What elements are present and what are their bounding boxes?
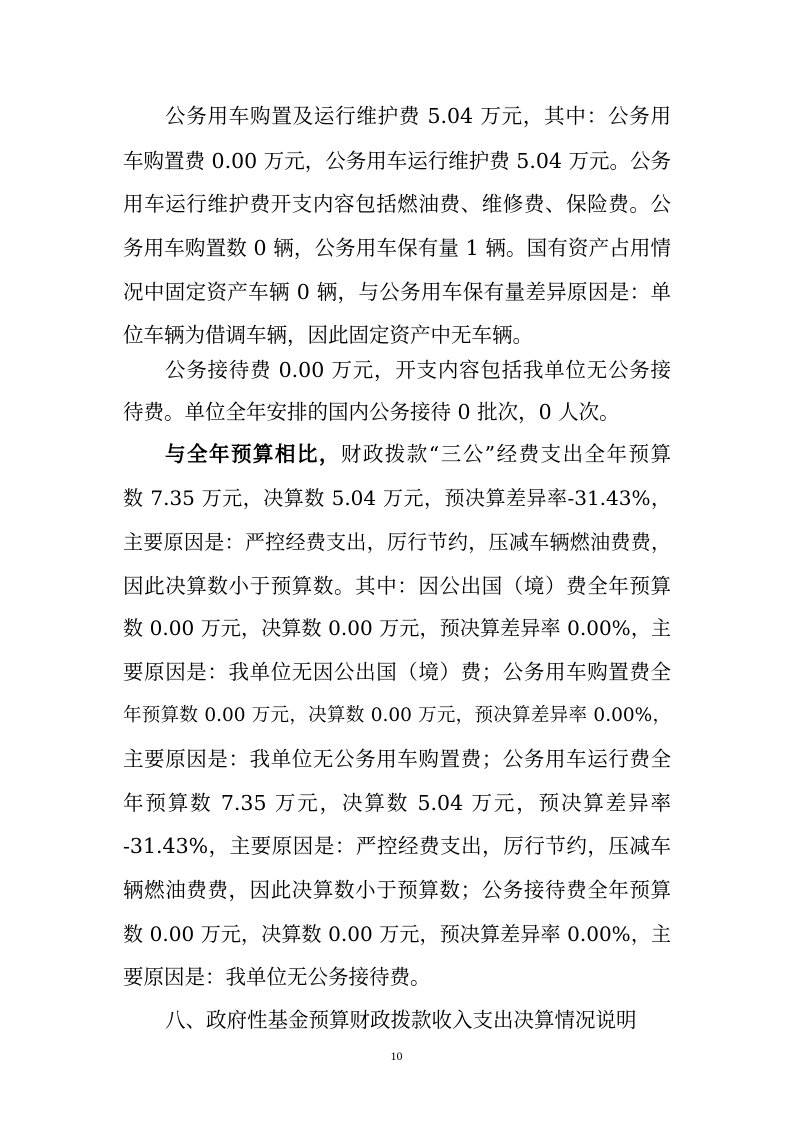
text-line: 况中固定资产车辆 0 辆，与公务用车保有量差异原因是：单 xyxy=(123,280,671,304)
paragraph-lead-line xyxy=(165,440,671,468)
text-line: 位车辆为借调车辆，因此固定资产中无车辆。 xyxy=(123,323,533,347)
text-line: 数 0.00 万元，决算数 0.00 万元，预决算差异率 0.00%，主 xyxy=(123,922,671,946)
text-line: 车购置费 0.00 万元，公务用车运行维护费 5.04 万元。公务 xyxy=(123,149,671,173)
text-line: 因此决算数小于预算数。其中：因公出国（境）费全年预算 xyxy=(123,574,671,598)
text-line: 数 0.00 万元，决算数 0.00 万元，预决算差异率 0.00%，主 xyxy=(123,616,671,640)
text-line: 辆燃油费费，因此决算数小于预算数；公务接待费全年预算 xyxy=(123,878,671,902)
lead-text: 财政拨款“三公”经费支出全年预算 xyxy=(340,442,671,466)
section-heading: 八、政府性基金预算财政拨款收入支出决算情况说明 xyxy=(165,1008,637,1032)
text-line: 数 7.35 万元，决算数 5.04 万元，预决算差异率-31.43%， xyxy=(123,486,671,510)
text-line: 务用车购置数 0 辆，公务用车保有量 1 辆。国有资产占用情 xyxy=(123,236,671,260)
bold-lead-text: 与全年预算相比， xyxy=(165,442,341,466)
text-line: -31.43%，主要原因是：严控经费支出，厉行节约，压减车 xyxy=(123,834,671,858)
page-number: 10 xyxy=(390,1049,403,1063)
text-line: 年预算数 7.35 万元，决算数 5.04 万元，预决算差异率 xyxy=(123,791,671,815)
text-line: 待费。单位全年安排的国内公务接待 0 批次，0 人次。 xyxy=(123,400,620,424)
text-line: 用车运行维护费开支内容包括燃油费、维修费、保险费。公 xyxy=(123,192,671,216)
text-line: 要原因是：我单位无因公出国（境）费；公务用车购置费全 xyxy=(123,660,671,684)
text-line: 主要原因是：我单位无公务用车购置费；公务用车运行费全 xyxy=(123,747,671,771)
text-line: 年预算数 0.00 万元，决算数 0.00 万元，预决算差异率 0.00%， xyxy=(123,705,671,726)
text-line: 要原因是：我单位无公务接待费。 xyxy=(123,965,431,989)
text-line: 公务用车购置及运行维护费 5.04 万元，其中：公务用 xyxy=(165,104,671,128)
text-line: 主要原因是：严控经费支出，厉行节约，压减车辆燃油费费， xyxy=(123,530,671,554)
text-line: 公务接待费 0.00 万元，开支内容包括我单位无公务接 xyxy=(165,358,671,382)
